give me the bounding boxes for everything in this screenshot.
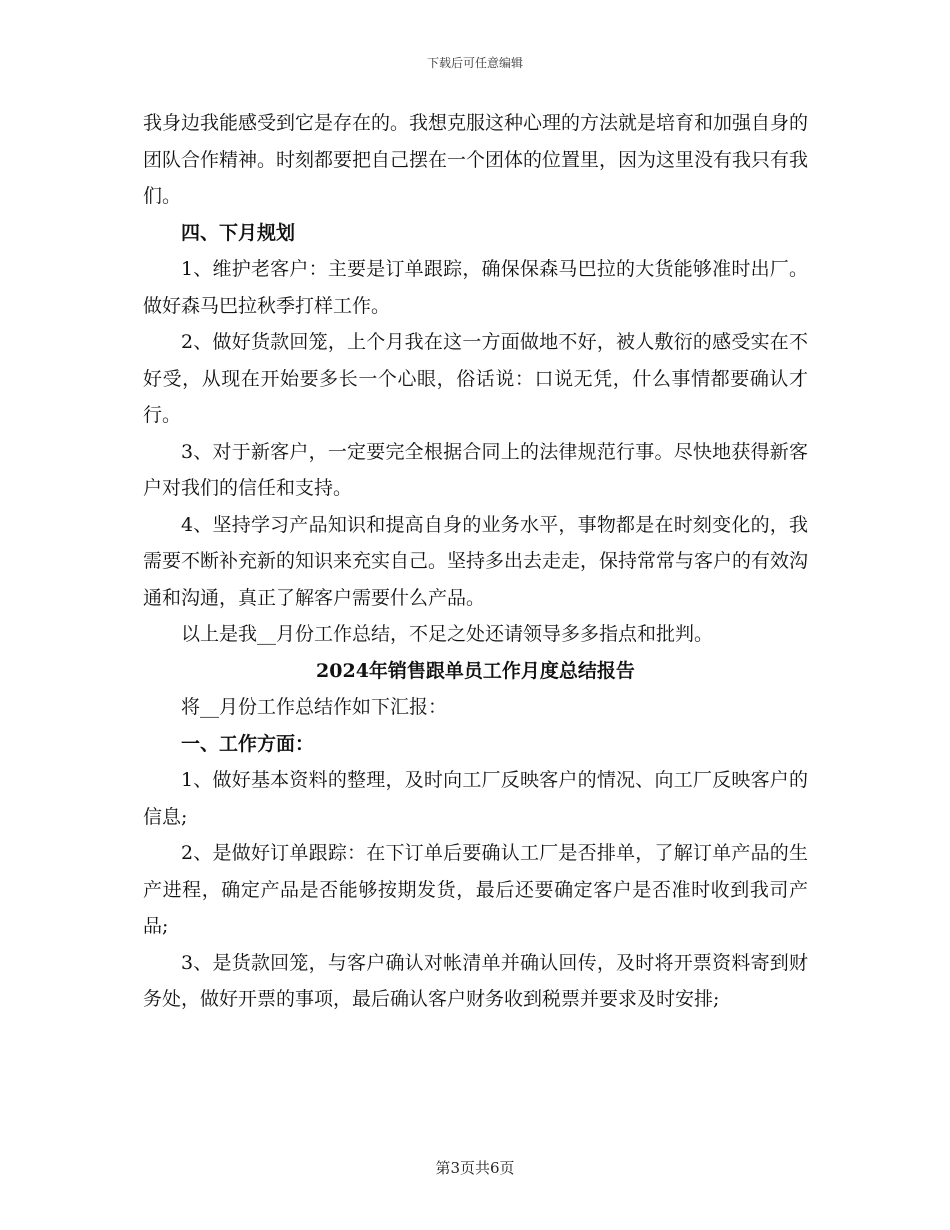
page-footer: 第3页共6页	[435, 1159, 515, 1177]
paragraph-work-1: 1、做好基本资料的整理，及时向工厂反映客户的情况、向工厂反映客户的信息;	[143, 769, 808, 828]
paragraph-plan-1: 1、维护老客户：主要是订单跟踪，确保保森马巴拉的大货能够准时出厂。做好森马巴拉秋季打样工作。	[143, 258, 808, 317]
report-title: 2024年销售跟单员工作月度总结报告	[316, 659, 635, 682]
document-body	[143, 105, 808, 1018]
paragraph-plan-4: 4、坚持学习产品知识和提高自身的业务水平，事物都是在时刻变化的，我需要不断补充新的知识来充实自己。坚持多出去走走，保持常常与客户的有效沟通和沟通，真正了解客户需要什么产品。	[143, 513, 809, 609]
paragraph-work-2: 2、是做好订单跟踪：在下订单后要确认工厂是否排单，了解订单产品的生产进程，确定产品是否能够按期发货，最后还要确定客户是否准时收到我司产品;	[143, 842, 808, 937]
paragraph-plan-3: 3、对于新客户，一定要完全根据合同上的法律规范行事。尽快地获得新客户对我们的信任和支持。	[143, 440, 808, 499]
paragraph-continuation: 我身边我能感受到它是存在的。我想克服这种心理的方法就是培育和加强自身的团队合作精神。时刻都要把自己摆在一个团体的位置里，因为这里没有我只有我们。	[143, 112, 809, 207]
paragraph-work-3: 3、是货款回笼，与客户确认对帐清单并确认回传，及时将开票资料寄到财务处，做好开票的事项，最后确认客户财务收到税票并要求及时安排;	[143, 951, 808, 1010]
paragraph-closing: 以上是我__月份工作总结，不足之处还请领导多多指点和批判。	[181, 623, 714, 645]
section-heading-work: 一、工作方面：	[181, 732, 315, 755]
paragraph-intro: 将__月份工作总结作如下汇报：	[181, 696, 448, 718]
paragraph-plan-2: 2、做好货款回笼，上个月我在这一方面做地不好，被人敷衍的感受实在不好受，从现在开始要多长一个心眼，俗话说：口说无凭，什么事情都要确认才行。	[143, 331, 808, 426]
section-heading-plan: 四、下月规划	[181, 221, 296, 244]
page-header: 下载后可任意编辑	[426, 56, 523, 70]
